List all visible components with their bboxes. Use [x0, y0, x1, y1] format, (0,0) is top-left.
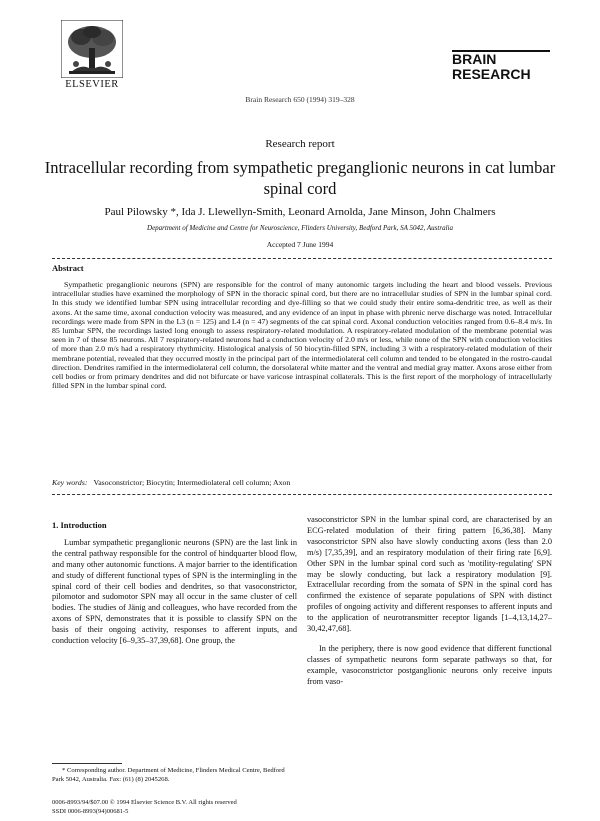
article-title: Intracellular recording from sympathetic preganglionic neurons in cat lumbar spinal cord — [44, 158, 556, 198]
body-paragraph: Lumbar sympathetic preganglionic neurons (SPN) are the last link in the central pathway responsible for the control of hindquarter blood flow, and many other autonomic functions. A major barrier to the identification and study of different functional types of SPN is the intermingling in the spinal cord of their cell bodies and dendrites, so that vasoconstrictor, pilomotor and sudomotor SPN may all occur in the same cluster of cell bodies. The studies of Jänig and colleagues, who have recorded from the axons of SPN, demonstrates that it is possible to classify SPN on the basis of their ongoing activity, responses to afferent inputs, and conduction velocity [6–9,35–37,39,68]. One group, the — [52, 537, 297, 646]
journal-citation: Brain Research 650 (1994) 319–328 — [245, 95, 355, 104]
copyright-block — [52, 798, 352, 816]
body-column-left — [52, 515, 297, 647]
journal-brand-line-2: RESEARCH — [452, 66, 531, 82]
body-paragraph: In the periphery, there is now good evidence that different functional classes of sympathetic neurons form separate pathways so that, for example, vasoconstrictor postganglionic neurons only receive inputs from vaso- — [307, 643, 552, 686]
elsevier-tree-icon — [61, 20, 123, 78]
journal-brand — [452, 50, 550, 82]
abstract-heading: Abstract — [52, 263, 84, 273]
keywords — [52, 478, 552, 487]
body-paragraph: vasoconstrictor SPN in the lumbar spinal cord, are characterised by an ECG-related modulation of their firing pattern [6,36,38]. Many vasoconstrictor SPN also have slowly conducting axons (less than 2.0 m/s) [7,35,39], and an respiratory modulation of their firing rate [6,9]. Other SPN in the lumbar spinal cord such as 'motility-regulating' SPN may be slowly conducting, but lack a respiratory modulation [9]. Extracellular recording from the somata of SPN in the spinal cord has confirmed the existence of separate populations of SPN with distinct profiles of ongoing activity and different responses to afferent inputs and to the application of neurotransmitter receptor ligands [1–4,13,14,27–30,42,47,68]. — [307, 515, 552, 634]
journal-brand-line-1: BRAIN — [452, 51, 497, 67]
elsevier-logo — [42, 20, 142, 90]
publisher-name: ELSEVIER — [65, 79, 119, 90]
footnote: * Corresponding author. Department of Medicine, Flinders Medical Centre, Bedford Park 5042, Australia. Fax: (61) (8) 2045268. — [52, 767, 285, 783]
section-heading: 1. Introduction — [52, 520, 107, 530]
article-type: Research report — [265, 138, 335, 150]
body-column-right — [307, 515, 552, 688]
keywords-label: Key words: — [52, 478, 88, 487]
author-list: Paul Pilowsky *, Ida J. Llewellyn-Smith, Leonard Arnolda, Jane Minson, John Chalmers — [104, 206, 496, 218]
footnote-divider — [52, 763, 122, 764]
abstract-top-divider — [52, 258, 552, 259]
keywords-list: Vasoconstrictor; Biocytin; Intermediolateral cell column; Axon — [93, 478, 291, 487]
affiliation: Department of Medicine and Centre for Neuroscience, Flinders University, Bedford Park, SA 5042, Australia — [147, 224, 453, 232]
accepted-date: Accepted 7 June 1994 — [266, 240, 334, 249]
abstract-bottom-divider — [52, 494, 552, 495]
abstract-text: Sympathetic preganglionic neurons (SPN) are responsible for the control of many autonomic targets including the heart and blood vessels. Previous intracellular studies have examined the morphology of SPN in the thoracic spinal cord, but there are no intracellular studies of SPN in the lumbar spinal cord. In this study we identified lumbar SPN using intracellular recording and dye-filling so that we could study their entire soma-dendritic tree, as well as their axons. At the same time, axonal conduction velocity was measured, and any evidence of an input in phase with phrenic nerve discharge was noted. Intracellular recordings were made from SPN in the L3 (n = 125) and L4 (n = 47) segments of the cat spinal cord. Axonal conduction velocities ranged from 0.6–8.4 m/s. In 85 lumbar SPN, the recordings lasted long enough to assess respiratory-related modulation. A respiratory-related modulation of the membrane potential was seen in 7 of these 85 neurons. All 7 respiratory-related neurons had a conduction velocity of 2.0 m/s or less, while none of the SPN with conduction velocities of more than 2.0 m/s had a respiratory rhythmicity. Histological analysis of 50 biocytin-filled SPN, including 3 with a respiratory-related modulation of their membrane potential, revealed that they occurred mostly in the principal part of the intermediolateral cell column and tended to be elongated in the rostro-caudal direction. Dendrites ramified in the intermediolateral cell column, the dorsolateral white matter and the ventral and medial gray matter. Axons arose either from cell bodies or from primary dendrites and did not bifurcate or have varicose intraspinal collaterals. This is the first report of the morphology of intracellularly filled SPN in the lumbar spinal cord. — [52, 280, 552, 391]
ssdi-line: SSDI 0006-8993(94)00681-5 — [52, 808, 129, 815]
copyright-line: 0006-8993/94/$07.00 © 1994 Elsevier Science B.V. All rights reserved — [52, 799, 237, 806]
